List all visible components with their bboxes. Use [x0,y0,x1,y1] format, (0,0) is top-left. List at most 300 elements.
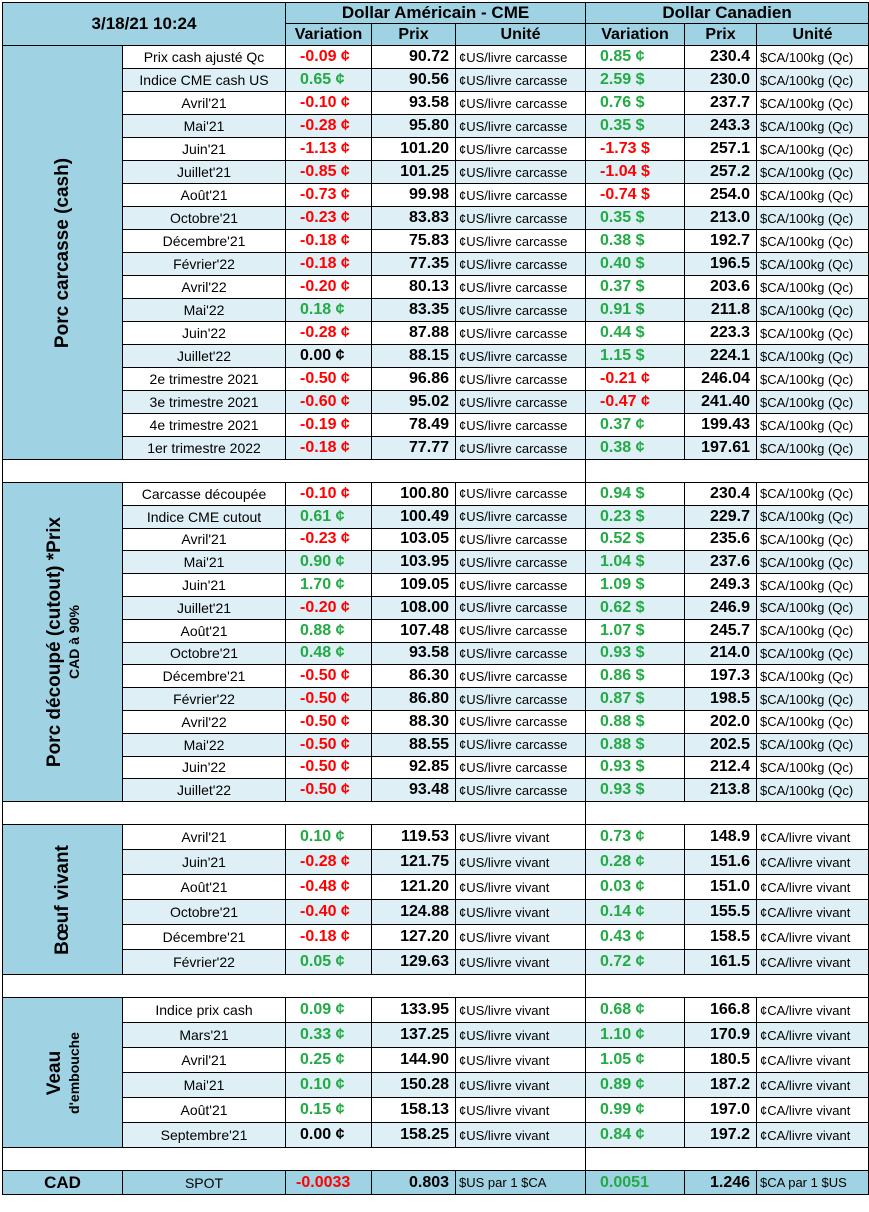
table-row [3,1123,869,1148]
usd-unit: ¢US/livre carcasse [456,437,586,460]
usd-price: 83.83 [372,207,456,230]
cad-unit: $CA/100kg (Qc) [757,733,869,756]
row-label: Octobre'21 [123,207,286,230]
row-label: Prix cash ajusté Qc [123,46,286,69]
cad-variation: -0.21 ¢ [586,368,685,391]
cad-unit: $CA/100kg (Qc) [757,184,869,207]
section-spacer [3,975,869,998]
table-row [3,69,869,92]
cad-variation: 0.99 ¢ [586,1098,685,1123]
usd-price: 77.77 [372,437,456,460]
cad-price: 199.43 [685,414,757,437]
usd-variation: -0.73 ¢ [286,184,372,207]
table-row [3,733,869,756]
usd-variation: 0.88 ¢ [286,619,372,642]
usd-price: 90.72 [372,46,456,69]
cad-variation: 0.88 $ [586,733,685,756]
usd-price: 93.58 [372,642,456,665]
table-row [3,1098,869,1123]
row-label: 2e trimestre 2021 [123,368,286,391]
cad-price: 243.3 [685,115,757,138]
usd-unit: ¢US/livre carcasse [456,391,586,414]
usd-unit: ¢US/livre vivant [456,998,586,1023]
row-label: Carcasse découpée [123,483,286,506]
usd-unit: ¢US/livre carcasse [456,184,586,207]
usd-unit: ¢US/livre carcasse [456,710,586,733]
table-row [3,825,869,850]
usd-price: 87.88 [372,322,456,345]
cad-variation-header: Variation [586,24,685,46]
row-label: Avril'21 [123,528,286,551]
row-label: Octobre'21 [123,642,286,665]
cad-unit: $CA/100kg (Qc) [757,437,869,460]
cad-unit: ¢CA/livre vivant [757,850,869,875]
usd-unit: ¢US/livre carcasse [456,253,586,276]
row-label: Indice CME cash US [123,69,286,92]
usd-price: 88.55 [372,733,456,756]
usd-unit: ¢US/livre carcasse [456,483,586,506]
usd-price: 88.30 [372,710,456,733]
section-label [3,998,123,1148]
usd-unit: ¢US/livre carcasse [456,92,586,115]
cad-price: 197.3 [685,665,757,688]
table-row [3,850,869,875]
usd-variation: 0.05 ¢ [286,950,372,975]
usd-prix-header: Prix [372,24,456,46]
usd-price: 88.15 [372,345,456,368]
usd-variation: -0.50 ¢ [286,665,372,688]
cad-price: 148.9 [685,825,757,850]
cad-unit: $CA/100kg (Qc) [757,710,869,733]
table-row [3,92,869,115]
usd-variation: 1.70 ¢ [286,574,372,597]
row-label: Mai'22 [123,299,286,322]
table-row [3,161,869,184]
table-row [3,756,869,779]
usd-price: 103.95 [372,551,456,574]
cad-price: 213.0 [685,207,757,230]
usd-price: 86.80 [372,688,456,711]
spacer-left [3,975,586,998]
usd-variation: 0.09 ¢ [286,998,372,1023]
usd-variation: -0.18 ¢ [286,925,372,950]
cad-variation: 0.93 $ [586,642,685,665]
row-label: Décembre'21 [123,230,286,253]
spacer-left [3,802,586,825]
usd-variation: -0.60 ¢ [286,391,372,414]
cad-price: 197.61 [685,437,757,460]
cad-variation: 0.68 ¢ [586,998,685,1023]
cad-variation: -1.73 $ [586,138,685,161]
usd-unit: ¢US/livre carcasse [456,665,586,688]
table-row [3,642,869,665]
cad-spot-row [3,1171,869,1195]
cad-price: 235.6 [685,528,757,551]
usd-unit: ¢US/livre carcasse [456,733,586,756]
cad-unit: $CA/100kg (Qc) [757,345,869,368]
cad-unit: $CA/100kg (Qc) [757,688,869,711]
cad-title: CAD [3,1171,123,1195]
cad-unit: $CA/100kg (Qc) [757,115,869,138]
usd-unit: ¢US/livre carcasse [456,299,586,322]
usd-price: 144.90 [372,1048,456,1073]
usd-price: 119.53 [372,825,456,850]
usd-variation: -0.48 ¢ [286,875,372,900]
cad-unit: ¢CA/livre vivant [757,875,869,900]
cad-variation: 0.37 $ [586,276,685,299]
usd-unite-header: Unité [456,24,586,46]
cad-price: 197.0 [685,1098,757,1123]
usd-price: 78.49 [372,414,456,437]
row-label: Juin'21 [123,138,286,161]
cad-variation: 1.09 $ [586,574,685,597]
table-row [3,779,869,802]
usd-variation: 0.90 ¢ [286,551,372,574]
cad-unit: $CA/100kg (Qc) [757,207,869,230]
cad-unit: $CA/100kg (Qc) [757,551,869,574]
usd-price: 99.98 [372,184,456,207]
row-label: Indice CME cutout [123,505,286,528]
row-label: Mai'21 [123,115,286,138]
row-label: Février'22 [123,688,286,711]
table-row [3,391,869,414]
usd-price: 86.30 [372,665,456,688]
cad-price: 203.6 [685,276,757,299]
usd-variation: -0.18 ¢ [286,437,372,460]
usd-price: 158.25 [372,1123,456,1148]
table-row [3,437,869,460]
cad-variation: 0.72 ¢ [586,950,685,975]
usd-price: 108.00 [372,596,456,619]
usd-variation: -0.0033 [286,1171,372,1195]
usd-unit: ¢US/livre carcasse [456,322,586,345]
usd-unit: ¢US/livre carcasse [456,574,586,597]
cad-price: 211.8 [685,299,757,322]
cad-unit: $CA/100kg (Qc) [757,92,869,115]
usd-unit: ¢US/livre carcasse [456,414,586,437]
usd-unit: ¢US/livre carcasse [456,230,586,253]
usd-variation: -0.50 ¢ [286,688,372,711]
cad-unit: ¢CA/livre vivant [757,1073,869,1098]
cad-variation: 0.38 ¢ [586,437,685,460]
table-row [3,322,869,345]
row-label: Décembre'21 [123,665,286,688]
cad-variation: 0.14 ¢ [586,900,685,925]
usd-price: 100.80 [372,483,456,506]
cad-price: 237.6 [685,551,757,574]
cad-unit: $CA/100kg (Qc) [757,505,869,528]
usd-variation: -0.50 ¢ [286,368,372,391]
cad-price: 237.7 [685,92,757,115]
usd-unit: ¢US/livre vivant [456,850,586,875]
cad-price: 214.0 [685,642,757,665]
usd-variation: 0.00 ¢ [286,1123,372,1148]
cad-variation: 0.85 ¢ [586,46,685,69]
cad-price: 192.7 [685,230,757,253]
usd-variation: -0.50 ¢ [286,756,372,779]
table-row [3,950,869,975]
table-row [3,596,869,619]
cad-variation: 0.91 $ [586,299,685,322]
usd-price: 121.75 [372,850,456,875]
section-spacer [3,1148,869,1171]
usd-variation: -0.28 ¢ [286,115,372,138]
section-label [3,46,123,460]
section-spacer [3,802,869,825]
section-label [3,825,123,975]
table-row [3,998,869,1023]
table-row [3,1073,869,1098]
cad-variation: 0.73 ¢ [586,825,685,850]
table-row [3,299,869,322]
usd-variation-header: Variation [286,24,372,46]
row-label: Juillet'22 [123,345,286,368]
cad-prix-header: Prix [685,24,757,46]
cad-price: 257.1 [685,138,757,161]
spacer-right [586,460,869,483]
cad-price: 151.6 [685,850,757,875]
cad-price: 230.4 [685,483,757,506]
cad-variation: 0.52 $ [586,528,685,551]
cad-unit: ¢CA/livre vivant [757,925,869,950]
section-title: Veau [43,1050,65,1095]
usd-price: 92.85 [372,756,456,779]
cad-variation: 1.10 ¢ [586,1023,685,1048]
usd-unit: ¢US/livre vivant [456,1123,586,1148]
row-label: Août'21 [123,619,286,642]
usd-unit: ¢US/livre vivant [456,1048,586,1073]
usd-unit: ¢US/livre carcasse [456,46,586,69]
usd-unit: ¢US/livre vivant [456,925,586,950]
cad-unit: $CA/100kg (Qc) [757,528,869,551]
usd-price: 96.86 [372,368,456,391]
row-label: 3e trimestre 2021 [123,391,286,414]
usd-variation: -0.18 ¢ [286,253,372,276]
table-row [3,230,869,253]
cad-unit: ¢CA/livre vivant [757,825,869,850]
row-label: Mai'21 [123,1073,286,1098]
cad-variation: 1.07 $ [586,619,685,642]
cad-unit: $CA/100kg (Qc) [757,230,869,253]
cad-price: 224.1 [685,345,757,368]
usd-unit: ¢US/livre carcasse [456,276,586,299]
usd-unit: ¢US/livre carcasse [456,368,586,391]
usd-unit: ¢US/livre vivant [456,1023,586,1048]
market-prices-table [2,2,869,1195]
usd-variation: -0.20 ¢ [286,276,372,299]
table-row [3,184,869,207]
usd-variation: -0.40 ¢ [286,900,372,925]
cad-price: 213.8 [685,779,757,802]
usd-variation: -0.50 ¢ [286,779,372,802]
cad-unit: $CA/100kg (Qc) [757,779,869,802]
cad-unit: $CA/100kg (Qc) [757,46,869,69]
cad-variation: 0.23 $ [586,505,685,528]
table-row [3,115,869,138]
usd-price: 158.13 [372,1098,456,1123]
usd-unit: ¢US/livre carcasse [456,69,586,92]
row-label: Avril'21 [123,1048,286,1073]
cad-unit: $CA par 1 $US [757,1171,869,1195]
usd-price: 127.20 [372,925,456,950]
row-label: Octobre'21 [123,900,286,925]
usd-price: 83.35 [372,299,456,322]
cad-variation: 1.05 ¢ [586,1048,685,1073]
usd-group-header: Dollar Américain - CME [286,3,586,24]
cad-price: 249.3 [685,574,757,597]
table-row [3,46,869,69]
section-subtitle: CAD à 90% [65,605,82,680]
usd-unit: ¢US/livre carcasse [456,528,586,551]
table-row [3,875,869,900]
usd-variation: 0.15 ¢ [286,1098,372,1123]
cad-unit: $CA/100kg (Qc) [757,391,869,414]
row-label: 1er trimestre 2022 [123,437,286,460]
report-datetime: 3/18/21 10:24 [3,3,286,46]
usd-variation: 0.10 ¢ [286,1073,372,1098]
row-label: Août'21 [123,184,286,207]
cad-variation: 0.03 ¢ [586,875,685,900]
cad-variation: 0.84 ¢ [586,1123,685,1148]
usd-unit: ¢US/livre carcasse [456,596,586,619]
row-label: Indice prix cash [123,998,286,1023]
usd-variation: -0.50 ¢ [286,710,372,733]
cad-variation: 0.38 $ [586,230,685,253]
spacer-right [586,975,869,998]
usd-variation: 0.00 ¢ [286,345,372,368]
usd-price: 137.25 [372,1023,456,1048]
usd-unit: ¢US/livre carcasse [456,551,586,574]
table-row [3,483,869,506]
usd-variation: -0.20 ¢ [286,596,372,619]
usd-unit: ¢US/livre carcasse [456,688,586,711]
section-spacer [3,460,869,483]
cad-unit: $CA/100kg (Qc) [757,276,869,299]
table-row [3,900,869,925]
cad-unit: $CA/100kg (Qc) [757,322,869,345]
table-row [3,574,869,597]
cad-unit: $CA/100kg (Qc) [757,368,869,391]
usd-unit: ¢US/livre vivant [456,1073,586,1098]
cad-variation: 0.43 ¢ [586,925,685,950]
cad-price: 246.04 [685,368,757,391]
cad-price: 202.5 [685,733,757,756]
usd-variation: -0.23 ¢ [286,528,372,551]
usd-price: 80.13 [372,276,456,299]
cad-unit: $CA/100kg (Qc) [757,253,869,276]
usd-variation: 0.25 ¢ [286,1048,372,1073]
usd-unit: ¢US/livre vivant [456,950,586,975]
row-label: Avril'21 [123,92,286,115]
usd-unit: ¢US/livre carcasse [456,619,586,642]
cad-price: 254.0 [685,184,757,207]
usd-unit: ¢US/livre carcasse [456,779,586,802]
cad-price: 246.9 [685,596,757,619]
usd-price: 95.02 [372,391,456,414]
usd-price: 0.803 [372,1171,456,1195]
cad-unit: $CA/100kg (Qc) [757,642,869,665]
cad-variation: -0.47 ¢ [586,391,685,414]
cad-price: 158.5 [685,925,757,950]
cad-price: 161.5 [685,950,757,975]
table-row [3,665,869,688]
table-row [3,505,869,528]
usd-variation: -0.10 ¢ [286,483,372,506]
cad-price: 241.40 [685,391,757,414]
table-row [3,276,869,299]
table-row [3,253,869,276]
row-label: Juin'22 [123,322,286,345]
table-row [3,368,869,391]
table-row [3,619,869,642]
row-label: Février'22 [123,950,286,975]
usd-price: 93.58 [372,92,456,115]
table-row [3,414,869,437]
cad-variation: 2.59 $ [586,69,685,92]
cad-price: 212.4 [685,756,757,779]
usd-variation: -1.13 ¢ [286,138,372,161]
usd-variation: -0.50 ¢ [286,733,372,756]
cad-variation: 0.87 $ [586,688,685,711]
cad-price: 151.0 [685,875,757,900]
cad-price: 197.2 [685,1123,757,1148]
usd-variation: 0.65 ¢ [286,69,372,92]
usd-price: 95.80 [372,115,456,138]
row-label: Avril'21 [123,825,286,850]
usd-unit: ¢US/livre carcasse [456,115,586,138]
cad-variation: 0.76 $ [586,92,685,115]
cad-unit: ¢CA/livre vivant [757,1048,869,1073]
row-label: Juillet'22 [123,779,286,802]
usd-unit: ¢US/livre vivant [456,875,586,900]
cad-variation: 1.15 $ [586,345,685,368]
cad-unit: $CA/100kg (Qc) [757,69,869,92]
cad-unit: $CA/100kg (Qc) [757,619,869,642]
cad-price: 1.246 [685,1171,757,1195]
usd-price: 100.49 [372,505,456,528]
cad-unit: $CA/100kg (Qc) [757,414,869,437]
cad-variation: 0.86 $ [586,665,685,688]
usd-price: 90.56 [372,69,456,92]
usd-price: 133.95 [372,998,456,1023]
table-row [3,688,869,711]
usd-unit: ¢US/livre carcasse [456,138,586,161]
table-row [3,138,869,161]
cad-variation: -1.04 $ [586,161,685,184]
row-label: Décembre'21 [123,925,286,950]
table-row [3,1023,869,1048]
section-subtitle: d'embouche [65,1031,82,1114]
cad-price: 155.5 [685,900,757,925]
cad-variation: 1.04 $ [586,551,685,574]
cad-variation: 0.35 $ [586,115,685,138]
cad-unit: $CA/100kg (Qc) [757,299,869,322]
cad-variation: 0.93 $ [586,756,685,779]
usd-variation: -0.23 ¢ [286,207,372,230]
row-label: Mars'21 [123,1023,286,1048]
row-label: Juillet'21 [123,596,286,619]
cad-variation: -0.74 $ [586,184,685,207]
row-label: Février'22 [123,253,286,276]
usd-variation: -0.19 ¢ [286,414,372,437]
usd-unit: ¢US/livre vivant [456,900,586,925]
table-row [3,925,869,950]
cad-group-header: Dollar Canadien [586,3,869,24]
cad-price: 170.9 [685,1023,757,1048]
row-label: Juin'21 [123,574,286,597]
cad-variation: 0.28 ¢ [586,850,685,875]
cad-price: 180.5 [685,1048,757,1073]
